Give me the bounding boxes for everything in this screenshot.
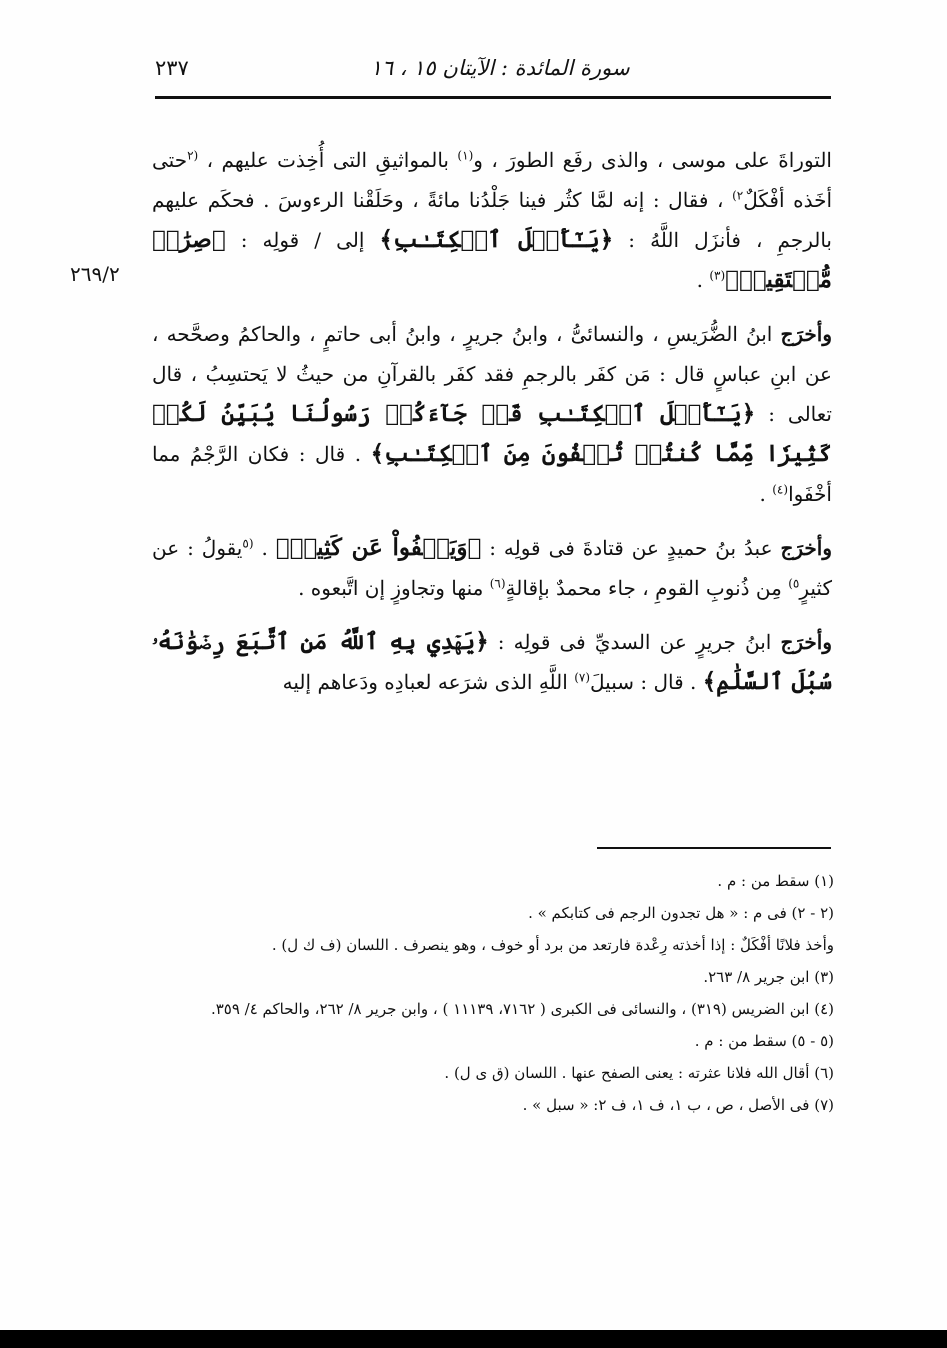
text-run: إلى / قولِه :	[225, 228, 380, 252]
running-header-title: سورة المائدة : الآيتان ١٥ ، ١٦	[370, 56, 630, 80]
footnote-marker: (٥	[242, 536, 254, 551]
footnote-marker: (١)	[457, 148, 474, 163]
footnote-marker: (٢	[187, 148, 199, 163]
text-run: اللَّهِ الذى شرَعه لعبادِه ودَعاهم إليه	[282, 670, 575, 694]
text-run: .	[253, 536, 276, 560]
text-run: مِن ذُنوبِ القومِ ، جاء محمدٌ بإقالةٍ	[505, 576, 789, 600]
footnote: (٦) أقال الله فلانا عثرته : يعنى الصفح عنها . اللسان (ق ى ل) .	[444, 1064, 834, 1082]
text-run: حتى أخَذه أفْكَلٌ	[152, 148, 832, 212]
footnote-marker: (٦)	[489, 576, 506, 591]
footnote-marker: (٧)	[574, 670, 591, 685]
header-rule	[155, 96, 831, 99]
footnote: (٤) ابن الضريس (٣١٩) ، والنسائى فى الكبرى ( ٧١٦٢، ١١١٣٩ ) ، وابن جرير ٨/ ٢٦٢، والحاكم ٤/ ٣٥٩.	[210, 1000, 834, 1018]
text-run: عبدُ بنُ حميدٍ عن قتادةَ فى قولِه :	[481, 536, 781, 560]
footnote: (٥ - ٥) سقط من : م .	[694, 1032, 834, 1050]
text-run: ابنُ الضُّرَيسِ ، والنسائىُّ ، وابنُ جريرٍ ، وابنُ أبى حاتمٍ ، والحاكمُ وصحَّحه ، عن ابنِ عباسٍ قال : مَن كفَر بالرجمِ فقد كفَر بالقرآنِ من حيثُ لا يَحتسِبُ ، قال تعالى :	[152, 322, 832, 426]
text-run: . قال : سبيلَ	[590, 670, 703, 694]
text-run: ، فقال : إنه لمَّا كثُر فينا جَلْدُنا مائةً ، وحَلَقْنا الرءوسَ . فحكَم عليهم بالرجمِ ، فأنزَل اللَّهُ :	[152, 188, 832, 252]
quran-verse: ﴿يَـٰٓأَهۡلَ ٱلۡكِتَـٰبِ قَدۡ جَآءَكُمۡ رَسُولُنَا يُبَيِّنُ لَكُمۡ كَثِيرٗا مِّمَّا كُنتُمۡ تُخۡفُونَ مِنَ ٱلۡكِتَـٰبِ﴾	[152, 400, 832, 467]
body-paragraph	[152, 140, 832, 300]
paragraph-lead-word: وأخرَج	[780, 536, 832, 560]
footnote: (١) سقط من : م .	[717, 872, 834, 890]
quran-verse: ﴿وَيَعۡفُواْ عَن كَثِيرٖ﴾	[275, 534, 482, 561]
text-run: منها وتجاوزٍ إن اتَّبعوه .	[298, 576, 490, 600]
footnotes	[152, 865, 834, 1121]
text-run: . قال : فكان الرَّجْمُ مما أخْفَوا	[152, 442, 832, 506]
paragraph-lead-word: وأخرَج	[780, 322, 832, 346]
text-run: بالمواثيقِ التى أُخِذت عليهم ،	[198, 148, 458, 172]
page-number: ٢٣٧	[155, 56, 189, 80]
body-paragraph	[152, 314, 832, 514]
body-paragraph	[152, 528, 832, 608]
main-text	[152, 140, 832, 702]
footnote-rule	[597, 847, 831, 849]
footnote: وأخذ فلانًا أفْكَلٌ : إذا أخذته رِعْدة فارتعد من برد أو خوف ، وهو ينصرف . اللسان (ف ك ل) .	[271, 936, 834, 954]
quran-verse: ﴿يَهۡدِي بِهِ ٱللَّهُ مَنِ ٱتَّبَعَ رِضۡوَٰنَهُۥ سُبُلَ ٱلسَّلَٰمِ﴾	[152, 628, 832, 695]
text-run: .	[696, 268, 710, 292]
quran-verse: ﴿صِرَٰطٖ مُّسۡتَقِيمٖ﴾	[152, 226, 832, 293]
footnote-marker: (٣)	[709, 268, 726, 283]
quran-verse: ﴿يَـٰٓأَهۡلَ ٱلۡكِتَـٰبِ﴾	[379, 226, 614, 253]
text-run: التوراةَ على موسى ، والذى رفَع الطورَ ، و	[473, 148, 832, 172]
footnote: (٧) فى الأصل ، ص ، ب ١، ف ١، ف ٢: « سبل » .	[522, 1096, 834, 1114]
footnote-marker: (٤)	[772, 482, 789, 497]
text-run: .	[759, 482, 773, 506]
margin-volume-page-reference: ٢٦٩/٢	[70, 262, 120, 286]
text-run: يقولُ : عن كثيرٍ	[152, 536, 832, 600]
scan-bottom-edge	[0, 1330, 947, 1348]
text-run: ابنُ جريرٍ عن السديِّ فى قولِه :	[488, 630, 781, 654]
footnote: (٣) ابن جرير ٨/ ٢٦٣.	[703, 968, 834, 986]
footnote-marker: ٢)	[732, 188, 744, 203]
paragraph-lead-word: وأخرَج	[780, 630, 833, 654]
body-paragraph	[152, 622, 832, 702]
footnote: (٢ - ٢) فى م : « هل تجدون الرجم فى كتابكم » .	[528, 904, 834, 922]
footnote-marker: ٥)	[788, 576, 800, 591]
